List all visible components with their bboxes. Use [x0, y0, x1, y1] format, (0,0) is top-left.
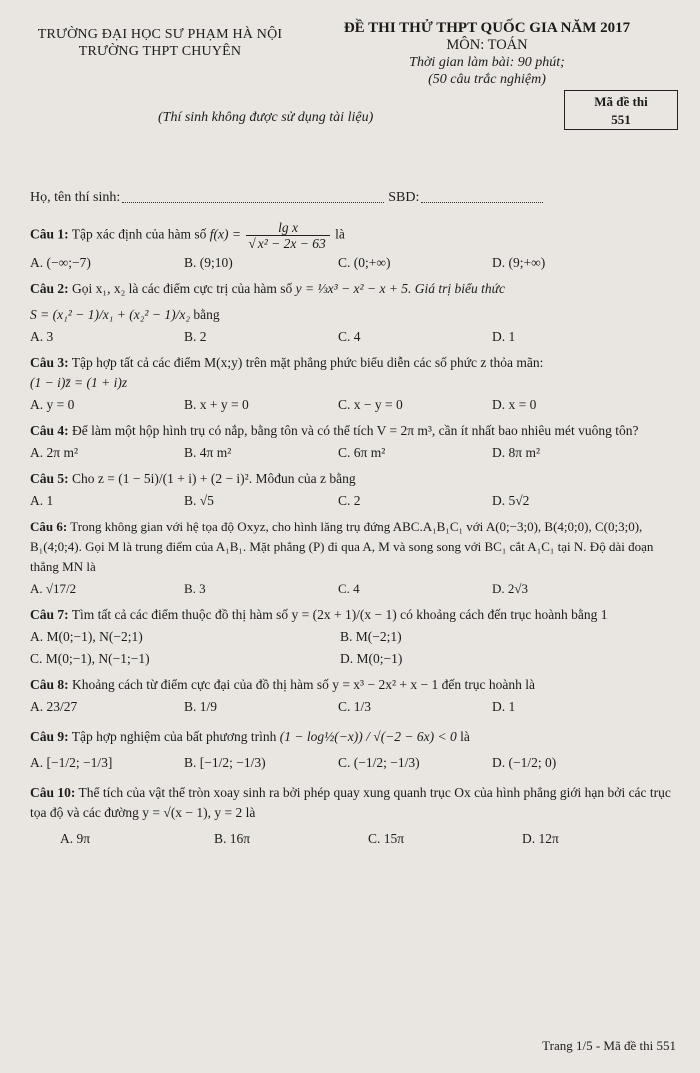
- question-1: [30, 220, 678, 273]
- question-3: [30, 353, 678, 415]
- answer-c[interactable]: C. (−1/2; −1/3): [338, 755, 420, 770]
- answer-b[interactable]: B. 4π m²: [184, 445, 232, 460]
- exam-time: Thời gian làm bài: 90 phút;: [409, 55, 565, 70]
- question-number: Câu 10:: [30, 785, 76, 800]
- exam-code-label: Mã đề thi: [594, 94, 648, 109]
- sqrt-radicand: x² − 2x − 63: [257, 236, 326, 251]
- question-6: [30, 517, 678, 599]
- answer-c[interactable]: C. 15π: [368, 831, 405, 846]
- exam-count: (50 câu trắc nghiệm): [428, 72, 546, 87]
- question-text: Tập xác định của hàm số: [71, 226, 207, 242]
- question-tail: là: [460, 729, 470, 744]
- question-text: Trong không gian với hệ tọa độ Oxyz, cho hình lăng trụ đứng ABC.A₁B₁C₁ với A(0;−3;0), B(4;0;0), C(0;3;0), B₁(4;0;4). Gọi M là trung điểm của A₁B₁. Mặt phẳng (P) đi qua A, M và song song với BC₁ cắt A₁C₁ tại N. Độ dài đoạn thẳng MN là: [30, 519, 654, 574]
- question-number: Câu 8:: [30, 677, 69, 692]
- candidate-sbd-field[interactable]: [421, 201, 543, 203]
- header: [30, 20, 678, 132]
- answer-c[interactable]: C. 4: [338, 329, 361, 344]
- exam-note: (Thí sinh không được sử dụng tài liệu): [158, 110, 374, 125]
- question-func: f(x) =: [209, 226, 241, 242]
- exam-info: [302, 20, 672, 88]
- question-text: Để làm một hộp hình trụ có nắp, bằng tôn và có thể tích V = 2π m³, cần ít nhất bao nhiêu mét vuông tôn?: [72, 423, 639, 438]
- answer-d[interactable]: D. 1: [492, 329, 516, 344]
- question-4: [30, 421, 678, 463]
- question-number: Câu 2:: [30, 281, 69, 296]
- question-text: Thể tích của vật thể tròn xoay sinh ra bởi phép quay xung quanh trục Ox của hình phẳng giới hạn bởi các trục tọa độ và các đường y = √(x − 1), y = 2 là: [30, 785, 671, 820]
- answer-c[interactable]: C. 4: [338, 581, 360, 596]
- question-number: Câu 5:: [30, 471, 69, 486]
- question-5: [30, 469, 678, 511]
- answer-options: [30, 327, 678, 347]
- answer-a[interactable]: A. [−1/2; −1/3]: [30, 755, 113, 770]
- answer-d[interactable]: D. 1: [492, 699, 516, 714]
- answer-b[interactable]: B. M(−2;1): [340, 629, 402, 644]
- question-text: Gọi x₁, x₂ là các điểm cực trị của hàm số: [72, 281, 293, 296]
- candidate-sbd-label: SBD:: [388, 190, 420, 205]
- answer-b[interactable]: B. [−1/2; −1/3): [184, 755, 266, 770]
- answer-a[interactable]: A. 1: [30, 493, 54, 508]
- answer-options: [30, 491, 678, 511]
- answer-d[interactable]: D. (−1/2; 0): [492, 755, 557, 770]
- answer-options: [30, 443, 678, 463]
- question-2: [30, 279, 678, 347]
- candidate-name-field[interactable]: [122, 201, 384, 203]
- question-number: Câu 4:: [30, 423, 69, 438]
- answer-d[interactable]: D. 2√3: [492, 581, 529, 596]
- exam-code: 551: [611, 112, 631, 127]
- question-tail: bằng: [193, 307, 220, 322]
- answer-options: [30, 649, 678, 669]
- exam-code-box: [564, 90, 678, 130]
- fraction-numerator: lg x: [246, 220, 329, 236]
- question-number: Câu 1:: [30, 226, 69, 242]
- question-number: Câu 9:: [30, 729, 69, 744]
- answer-options: [30, 395, 678, 415]
- answer-c[interactable]: C. M(0;−1), N(−1;−1): [30, 651, 150, 666]
- answer-b[interactable]: B. 2: [184, 329, 207, 344]
- candidate-line: [30, 172, 678, 206]
- answer-a[interactable]: A. 23/27: [30, 699, 78, 714]
- answer-options: [60, 829, 678, 849]
- answer-options: [30, 579, 678, 599]
- answer-b[interactable]: B. (9;10): [184, 255, 233, 270]
- answer-a[interactable]: A. (−∞;−7): [30, 255, 91, 270]
- exam-subject: MÔN: TOÁN: [446, 37, 528, 53]
- question-tail: là: [335, 226, 345, 242]
- question-eq: (1 − i)z̄ = (1 + i)z: [30, 375, 128, 390]
- candidate-name-label: Họ, tên thí sinh:: [30, 190, 121, 205]
- answer-a[interactable]: A. 2π m²: [30, 445, 78, 460]
- answer-options: [30, 697, 678, 717]
- question-expr: S = (x₁² − 1)/x₁ + (x₂² − 1)/x₂: [30, 307, 191, 322]
- answer-c[interactable]: C. 1/3: [338, 699, 372, 714]
- question-number: Câu 3:: [30, 355, 69, 370]
- answer-a[interactable]: A. √17/2: [30, 581, 77, 596]
- question-text: Tìm tất cả các điểm thuộc đồ thị hàm số y = (2x + 1)/(x − 1) có khoảng cách đến trục hoành bằng 1: [71, 607, 608, 622]
- answer-a[interactable]: A. M(0;−1), N(−2;1): [30, 629, 143, 644]
- answer-c[interactable]: C. 2: [338, 493, 361, 508]
- question-10: [30, 783, 678, 849]
- dept-name: TRƯỜNG THPT CHUYÊN: [78, 44, 242, 59]
- question-text: Khoảng cách từ điểm cực đại của đồ thị hàm số y = x³ − 2x² + x − 1 đến trục hoành là: [72, 677, 535, 692]
- answer-options: [30, 627, 678, 647]
- answer-b[interactable]: B. 1/9: [184, 699, 218, 714]
- question-9: [30, 727, 678, 773]
- fraction: [246, 220, 329, 251]
- answer-c[interactable]: C. 6π m²: [338, 445, 386, 460]
- school-name: TRƯỜNG ĐẠI HỌC SƯ PHẠM HÀ NỘI: [37, 27, 283, 42]
- answer-d[interactable]: D. x = 0: [492, 397, 537, 412]
- answer-b[interactable]: B. x + y = 0: [184, 397, 249, 412]
- answer-d[interactable]: D. 12π: [522, 831, 559, 846]
- question-text: Tập hợp tất cả các điểm M(x;y) trên mặt phẳng phức biểu diễn các số phức z thỏa mãn:: [71, 355, 544, 370]
- question-8: [30, 675, 678, 717]
- answer-d[interactable]: D. 5√2: [492, 493, 530, 508]
- answer-d[interactable]: D. M(0;−1): [340, 651, 403, 666]
- question-number: Câu 7:: [30, 607, 69, 622]
- question-text: Tập hợp nghiệm của bất phương trình: [71, 729, 277, 744]
- answer-d[interactable]: D. (9;+∞): [492, 255, 546, 270]
- answer-a[interactable]: A. y = 0: [30, 397, 75, 412]
- answer-a[interactable]: A. 3: [30, 329, 54, 344]
- answer-options: [30, 253, 678, 273]
- question-text: Cho z = (1 − 5i)/(1 + i) + (2 − i)². Môđun của z bằng: [72, 471, 356, 486]
- school-block: [30, 26, 290, 60]
- answer-b[interactable]: B. 3: [184, 581, 206, 596]
- question-7: [30, 605, 678, 669]
- question-number: Câu 6:: [30, 519, 68, 534]
- answer-c[interactable]: C. x − y = 0: [338, 397, 403, 412]
- answer-a[interactable]: A. 9π: [60, 831, 91, 846]
- answer-options: [30, 753, 678, 773]
- question-func: y = ⅓x³ − x² − x + 5. Giá trị biểu thức: [295, 281, 506, 296]
- answer-b[interactable]: B. 16π: [214, 831, 251, 846]
- answer-b[interactable]: B. √5: [184, 493, 214, 508]
- exam-title: ĐỀ THI THỬ THPT QUỐC GIA NĂM 2017: [343, 20, 631, 36]
- answer-d[interactable]: D. 8π m²: [492, 445, 540, 460]
- page-footer: Trang 1/5 - Mã đề thi 551: [542, 1038, 676, 1053]
- answer-c[interactable]: C. (0;+∞): [338, 255, 391, 270]
- fraction-denominator: √ x² − 2x − 63: [248, 236, 326, 251]
- question-expr: (1 − log½(−x)) / √(−2 − 6x) < 0: [279, 729, 457, 744]
